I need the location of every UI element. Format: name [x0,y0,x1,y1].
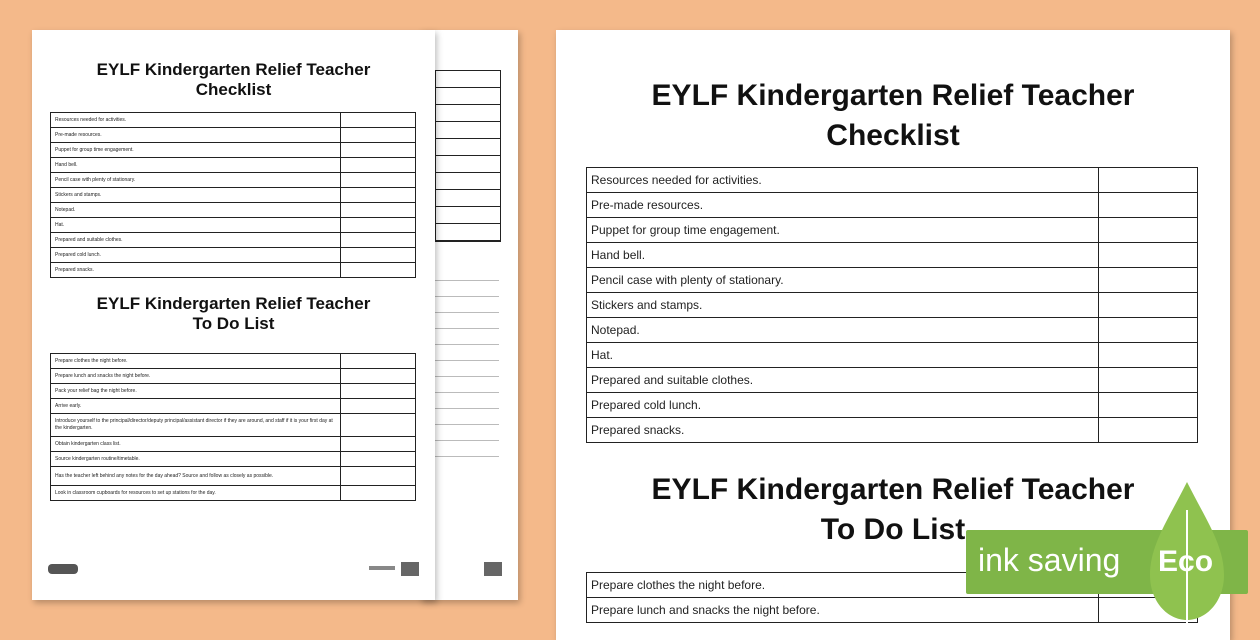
table-row: Pencil case with plenty of stationary. [51,173,416,188]
table-row: Pre-made resources. [51,128,416,143]
small-todo-title-line1: EYLF Kindergarten Relief Teacher [96,294,371,313]
small-todo-table [50,353,416,501]
table-row: Pencil case with plenty of stationary. [587,268,1198,293]
table-row: Prepared snacks. [587,418,1198,443]
small-checklist-title [32,60,435,101]
small-todo-title [32,294,435,335]
large-checklist-table [586,167,1198,443]
small-page-preview [32,30,435,600]
large-checklist-title [556,76,1230,156]
publisher-logo-icon [48,564,78,574]
table-row: Has the teacher left behind any notes for the day ahead? Source and follow as closely as possible. [51,467,416,486]
small-checklist-title-line2: Checklist [195,80,272,100]
table-row: Arrive early. [51,399,416,414]
table-row: Prepare lunch and snacks the night before. [587,598,1198,623]
footer-code-mark [369,566,395,570]
ink-saving-text: ink saving [978,542,1121,578]
table-row: Prepare lunch and snacks the night before. [51,369,416,384]
table-row: Prepared and suitable clothes. [51,233,416,248]
table-row: Hand bell. [51,158,416,173]
table-row: Puppet for group time engagement. [51,143,416,158]
table-row: Notepad. [587,318,1198,343]
table-row: Notepad. [51,203,416,218]
table-row: Stickers and stamps. [51,188,416,203]
table-row: Look in classroom cupboards for resources to set up stations for the day. [51,486,416,501]
large-todo-title-line2: To Do List [820,513,966,546]
small-todo-title-line2: To Do List [192,314,275,334]
footer-brand-icon [401,562,419,576]
small-checklist-title-line1: EYLF Kindergarten Relief Teacher [96,60,371,79]
back-footer-icon [484,562,502,576]
table-row: Hat. [587,343,1198,368]
table-row: Introduce yourself to the principal/director/deputy principal/assistant director if they are around, and staff if it is your first day at the kindergarten. [51,414,416,437]
table-row: Source kindergarten routine/timetable. [51,452,416,467]
table-row: Pack your relief bag the night before. [51,384,416,399]
table-row: Prepared and suitable clothes. [587,368,1198,393]
back-page-table [435,70,501,242]
table-row: Prepare clothes the night before. [587,573,1198,598]
table-row: Prepared cold lunch. [587,393,1198,418]
table-row: Pre-made resources. [587,193,1198,218]
table-row: Resources needed for activities. [587,168,1198,193]
large-checklist-title-line2: Checklist [826,119,960,152]
table-row: Hand bell. [587,243,1198,268]
small-checklist-table [50,112,416,278]
table-row: Stickers and stamps. [587,293,1198,318]
table-row: Prepared snacks. [51,263,416,278]
table-row: Obtain kindergarten class list. [51,437,416,452]
table-row: Prepare clothes the night before. [51,354,416,369]
eco-label: Eco [1158,545,1214,578]
table-row: Prepared cold lunch. [51,248,416,263]
table-row: Hat. [51,218,416,233]
large-todo-title-line1: EYLF Kindergarten Relief Teacher [651,473,1135,506]
large-checklist-title-line1: EYLF Kindergarten Relief Teacher [651,79,1135,112]
table-row: Puppet for group time engagement. [587,218,1198,243]
table-row: Resources needed for activities. [51,113,416,128]
